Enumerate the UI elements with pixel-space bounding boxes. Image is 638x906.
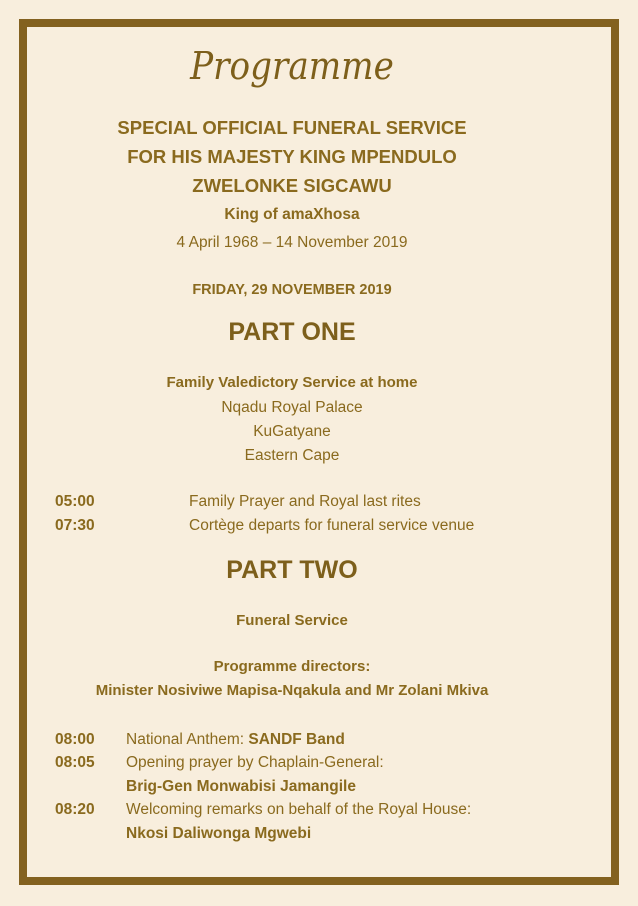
part-one-subheading: Family Valedictory Service at home [166, 374, 418, 391]
schedule-time: 08:00 [55, 731, 95, 748]
programme-directors-label: Programme directors: [213, 658, 371, 675]
service-title-line-1: SPECIAL OFFICIAL FUNERAL SERVICE [117, 117, 467, 138]
schedule-item: Opening prayer by Chaplain-General: [126, 754, 384, 771]
page-title: Programme [190, 44, 394, 88]
schedule-item: Welcoming remarks on behalf of the Royal House: [126, 801, 472, 818]
service-date: FRIDAY, 29 NOVEMBER 2019 [192, 282, 392, 298]
part-two-heading: PART TWO [226, 556, 358, 584]
location-line-3: Eastern Cape [244, 447, 340, 464]
royal-title: King of amaXhosa [224, 206, 360, 223]
schedule-time: 07:30 [55, 517, 95, 534]
schedule-item-text: National Anthem: [126, 731, 249, 748]
schedule-item: Family Prayer and Royal last rites [189, 493, 421, 510]
schedule-item-performer: SANDF Band [248, 731, 345, 748]
schedule-time: 05:00 [55, 493, 95, 510]
location-line-2: KuGatyane [253, 423, 331, 440]
schedule-item: Cortège departs for funeral service venue [189, 517, 475, 534]
programme-directors-names: Minister Nosiviwe Mapisa-Nqakula and Mr Zolani Mkiva [95, 682, 489, 699]
schedule-time: 08:05 [55, 754, 95, 771]
schedule-item-speaker: Nkosi Daliwonga Mgwebi [126, 825, 312, 842]
service-title-line-3: ZWELONKE SIGCAWU [192, 175, 392, 196]
schedule-time: 08:20 [55, 801, 95, 818]
schedule-item [126, 731, 345, 749]
schedule-item-speaker: Brig-Gen Monwabisi Jamangile [126, 778, 356, 795]
part-two-subheading: Funeral Service [236, 612, 348, 629]
location-line-1: Nqadu Royal Palace [221, 399, 363, 416]
part-one-heading: PART ONE [228, 318, 356, 346]
lifespan: 4 April 1968 – 14 November 2019 [176, 234, 408, 251]
service-title-line-2: FOR HIS MAJESTY KING MPENDULO [127, 146, 457, 167]
